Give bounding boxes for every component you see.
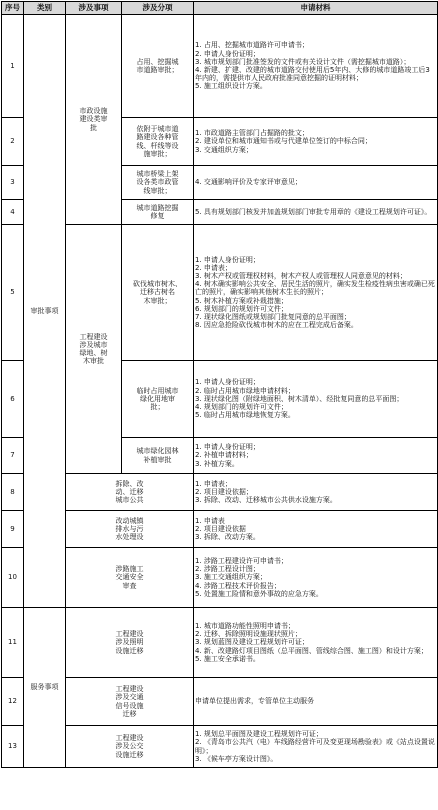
header-category: 类别 — [24, 2, 66, 15]
header-materials: 申请材料 — [194, 2, 438, 15]
materials-table — [1, 1, 438, 768]
row-no: 5 — [2, 225, 24, 361]
row-materials: 1. 市政道路主管部门占掘路的批文； 2. 建设单位和城市通知书或与代建单位签订的中标合同； 3. 交通组织方案； — [194, 118, 438, 166]
row-no: 2 — [2, 118, 24, 166]
matter-bus-facility: 工程建设 涉及公交 设施迁移 — [66, 726, 194, 768]
row-sub: 城市桥梁上架 设各类市政管 线审批； — [122, 166, 194, 200]
table-row — [2, 678, 438, 726]
header-sub: 涉及分项 — [122, 2, 194, 15]
row-materials: 1. 申请人身份证明； 2. 申请表； 3. 树木产权或管理权材料，树木产权人或管理权人同意意见的材料； 4. 树木确实影响公共安全、居民生活的照片，确实发生检疫性病虫害或确已死亡的照片，确实影响其他树木生长的照片； 5. 树木补植方案或补栽措施； 6. 规划部门的规划许可文件； 7. 现状绿化图纸或规划部门批复同意的总平面图； 8. 因应急抢险砍伐城市树木的应在工程完成后备案。 — [194, 225, 438, 361]
row-materials: 1. 占用、挖掘城市道路许可申请书； 2. 申请人身份证明； 3. 城市规划部门批准签发的文件或有关设计文件（需挖掘城市道路）； 4. 新建、扩建、改建的城市道路交付使用后5年内、大修的城市道路竣工后3年内的，需提供市人民政府批准同意挖掘的证明材料； 5. 施工组织设计方案。 — [194, 15, 438, 118]
row-materials: 1. 申请表； 2. 项目建设依据； 3. 拆除、改动、迁移城市公共供水设施方案。 — [194, 474, 438, 511]
header-matter: 涉及事项 — [66, 2, 122, 15]
matter-drainage: 改动城镇 排水与污 水处理设 — [66, 511, 194, 548]
table-header-row — [2, 2, 438, 15]
table-row — [2, 548, 438, 608]
category-service: 服务事项 — [24, 608, 66, 768]
row-sub: 临时占用城市 绿化用地审 批； — [122, 361, 194, 438]
row-materials: 1. 涉路工程建设许可申请书； 2. 涉路工程设计图； 3. 施工交通组织方案； 4. 涉路工程技术评价报告； 5. 处置施工险情和意外事故的应急方案。 — [194, 548, 438, 608]
row-materials: 1. 城市道路功能性照明申请书； 2. 迁移、拆除照明设施现状照片； 3. 规划蓝图及建设工程规划许可证； 4. 新、改建路灯项目图纸（总平面图、管线综合图、施工图）和设计方案； 5. 施工安全承诺书。 — [194, 608, 438, 678]
row-no: 6 — [2, 361, 24, 438]
row-sub: 城市道路挖掘 修复 — [122, 200, 194, 225]
table-row — [2, 608, 438, 678]
matter-traffic-safety: 涉路施工 交通安全 审查 — [66, 548, 194, 608]
matter-municipal: 市政设施 建设类审 批 — [66, 15, 122, 225]
table-row — [2, 474, 438, 511]
row-no: 13 — [2, 726, 24, 768]
header-no: 序号 — [2, 2, 24, 15]
row-sub: 砍伐城市树木、 迁移古树名 木审批； — [122, 225, 194, 361]
row-sub: 城市绿化园林 补植审批 — [122, 438, 194, 474]
row-materials: 1. 申请人身份证明； 2. 补植申请材料； 3. 补植方案。 — [194, 438, 438, 474]
row-no: 11 — [2, 608, 24, 678]
row-materials: 4. 交通影响评价及专家评审意见； — [194, 166, 438, 200]
row-sub: 依附于城市道 路建设各种管 线、杆线等设 施审批； — [122, 118, 194, 166]
matter-traffic-signal: 工程建设 涉及交通 信号设施 迁移 — [66, 678, 194, 726]
row-materials: 1. 申请人身份证明； 2. 临时占用城市绿地申请材料； 3. 现状绿化图（附绿地面积、树木清单）、经批复同意的总平面图； 4. 规划部门的规划许可文件； 5. 临时占用城市绿地恢复方案。 — [194, 361, 438, 438]
table-row — [2, 511, 438, 548]
row-no: 3 — [2, 166, 24, 200]
row-no: 1 — [2, 15, 24, 118]
category-approval: 审批事项 — [24, 15, 66, 608]
table-row — [2, 726, 438, 768]
row-no: 8 — [2, 474, 24, 511]
row-materials: 1. 规划总平面图及建设工程规划许可证； 2. 《青岛市公共汽（电）车线路经营许可及变更现场勘验表》或《站点设置说明》； 3. 《候车亭方案设计图》。 — [194, 726, 438, 768]
matter-water-supply: 拆除、改 动、迁移 城市公共 — [66, 474, 194, 511]
row-no: 7 — [2, 438, 24, 474]
table-row — [2, 15, 438, 118]
row-materials: 5. 具有规划部门核发并加盖规划部门审批专用章的《建设工程规划许可证》。 — [194, 200, 438, 225]
matter-lighting: 工程建设 涉及照明 设施迁移 — [66, 608, 194, 678]
table-row — [2, 225, 438, 361]
row-no: 4 — [2, 200, 24, 225]
row-no: 10 — [2, 548, 24, 608]
row-sub: 占用、挖掘城 市道路审批； — [122, 15, 194, 118]
matter-greenland: 工程建设 涉及城市 绿地、树 木审批 — [66, 225, 122, 474]
row-no: 12 — [2, 678, 24, 726]
row-no: 9 — [2, 511, 24, 548]
row-materials: 1. 申请表 2. 项目建设依据 3. 拆除、改动方案。 — [194, 511, 438, 548]
row-materials: 申请单位提出需求，专管单位主动服务 — [194, 678, 438, 726]
